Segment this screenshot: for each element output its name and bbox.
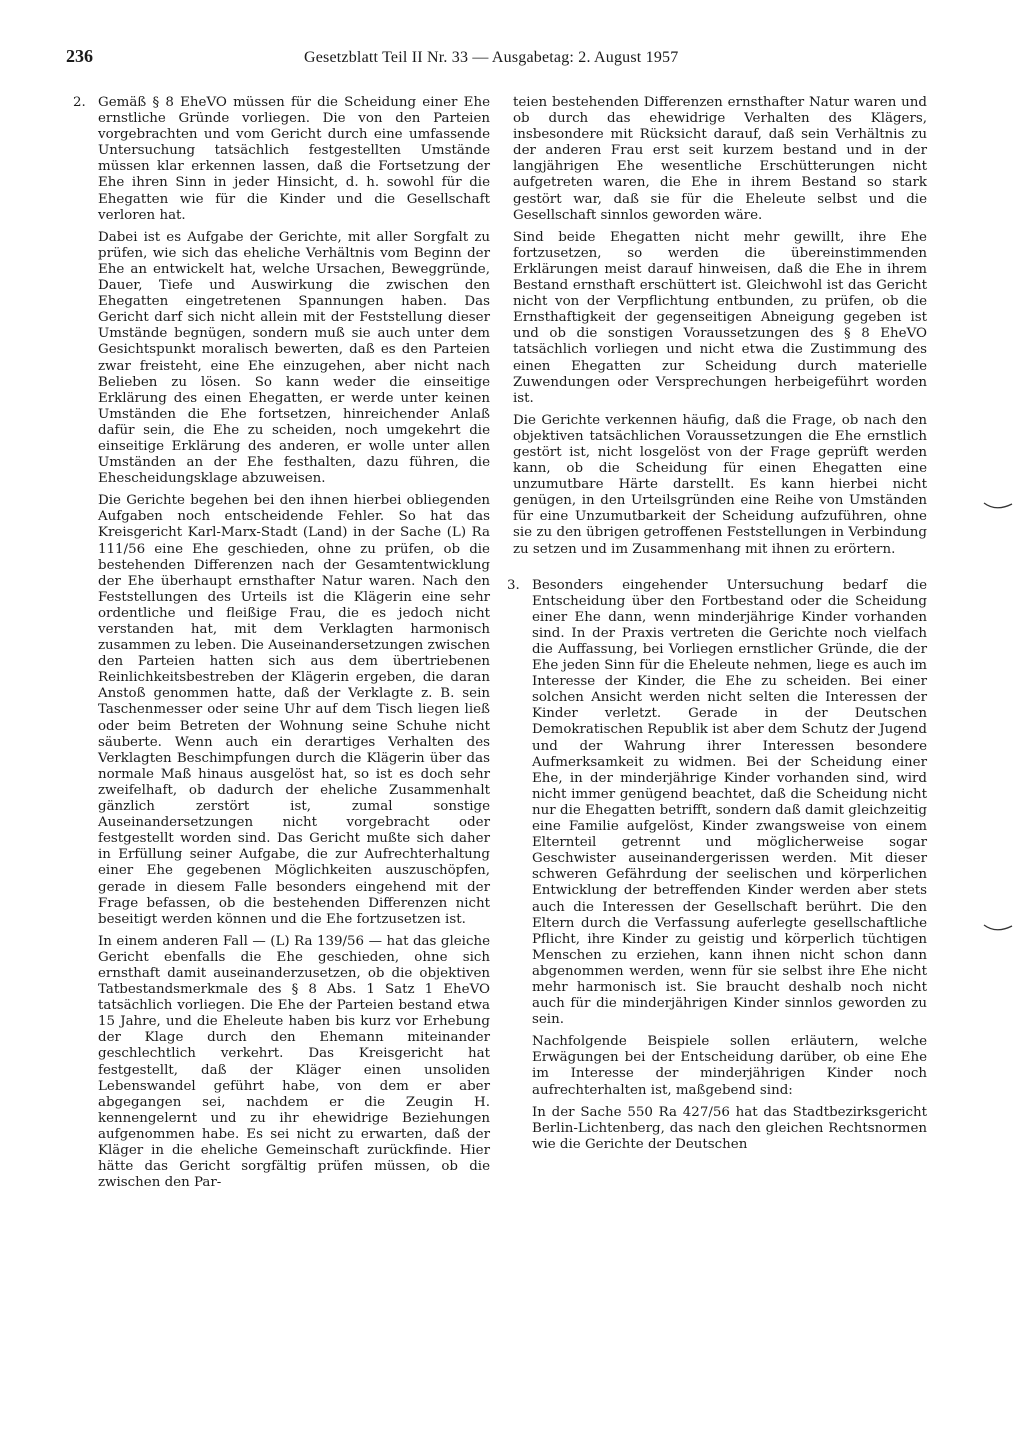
item-number: 3. (507, 577, 520, 593)
paragraph: Besonders eingehender Untersuchung bedarf die Entscheidung über den Fortbestand oder die Scheidung einer Ehe dann, wenn minderjährige Kinder vorhanden sind. In der Praxis vertreten die Gerichte noch vielfach die Auffassung, bei Vorliegen ernstlicher Gründe, die der Ehe jeden Sinn für die Eheleute nehmen, liege es auch im Interesse der Kinder, die Ehe zu scheiden. Bei einer solchen Ansicht werden nicht selten die Interessen der Kinder verletzt. Gerade in der Deutschen Demokratischen Republik ist aber dem Schutz der Jugend und der Wahrung ihrer Interessen besondere Aufmerksamkeit zu widmen. Bei der Scheidung einer Ehe, in der minderjährige Kinder vorhanden sind, wird nicht immer genügend beachtet, daß die Scheidung nicht nur die Ehegatten betrifft, sondern daß damit gleichzeitig eine Familie aufgelöst, Kinder zwangsweise von einem Elternteil getrennt und möglicherweise sogar Geschwister auseinandergerissen werden. Mit dieser schweren Gefährdung der seelischen und körperlichen Entwicklung der betreffenden Kinder werden aber stets auch die Interessen der Gesellschaft berührt. Die den Eltern durch die Verfassung auferlegte gesellschaftliche Pflicht, ihre Kinder zu geistig und körperlich tüchtigen Menschen zu erziehen, kann ihnen nicht schon dann abgenommen werden, wenn für sie selbst ihre Ehe nicht mehr harmonisch ist. Sie braucht deshalb noch nicht auch für die minderjährigen Kinder sinnlos geworden zu sein. (532, 577, 927, 1028)
paragraph: teien bestehenden Differenzen ernsthafter Natur waren und ob durch das ehewidrige Verhalten des Klägers, insbesondere mit Rücksicht darauf, daß sein Verhältnis zu der anderen Frau erst seit kurzem bestand und in der langjährigen Ehe wesentliche Erschütterungen nicht aufgetreten waren, die Ehe in ihrem Bestand so stark gestört war, daß sie für die Eheleute selbst und die Gesellschaft sinnlos geworden wäre. (513, 95, 927, 223)
section-item-3 (507, 577, 927, 1153)
paragraph: Die Gerichte begehen bei den ihnen hierbei obliegenden Aufgaben noch entscheidende Fehler. So hat das Kreisgericht Karl-Marx-Stadt (Land) in der Sache (L) Ra 111/56 eine Ehe geschieden, ohne zu prüfen, ob die bestehenden Differenzen nach der Gesamtentwicklung der Ehe überhaupt ernsthafter Natur waren. Nach den Feststellungen des Urteils ist die Klägerin eine sehr ordentliche und fleißige Frau, die es jedoch nicht verstanden hat, mit dem Verklagten harmonisch zusammen zu leben. Die Auseinandersetzungen zwischen den Parteien hatten sich aus dem übertriebenen Reinlichkeitsbestreben der Klägerin ergeben, die daran Anstoß genommen hatte, daß der Verklagte z. B. sein Taschenmesser oder seine Uhr auf dem Tisch liegen ließ oder beim Betreten der Wohnung seine Schuhe nicht säuberte. Wenn auch ein derartiges Verhalten des Verklagten Beschimpfungen durch die Klägerin über das normale Maß hinaus ausgelöst hat, so ist es doch sehr zweifelhaft, ob dadurch der eheliche Zusammenhalt gänzlich zerstört ist, zumal sonstige Auseinandersetzungen nicht vorgebracht oder festgestellt worden sind. Das Gericht mußte sich daher in Erfüllung seiner Aufgabe, die zur Aufrechterhaltung einer Ehe gegebenen Möglichkeiten auszuschöpfen, gerade in diesem Falle besonders eingehend mit der Frage befassen, ob die bestehenden Differenzen nicht beseitigt werden können und die Ehe fortzusetzen ist. (98, 493, 490, 927)
right-column (507, 95, 927, 1159)
section-item-2 (73, 95, 490, 1191)
paragraph: In einem anderen Fall — (L) Ra 139/56 — hat das gleiche Gericht ebenfalls die Ehe geschieden, ohne sich ernsthaft damit auseinanderzusetzen, ob die objektiven Tatbestandsmerkmale des § 8 Abs. 1 Satz 1 EheVO tatsächlich vorliegen. Die Ehe der Parteien bestand etwa 15 Jahre, und die Eheleute haben bis kurz vor Erhebung der Klage durch den Ehemann miteinander geschlechtlich verkehrt. Das Kreisgericht hat festgestellt, daß der Kläger einen unsoliden Lebenswandel geführt habe, von dem er aber abgegangen sei, nachdem er die Zeugin H. kennengelernt und zu ihr ehewidrige Beziehungen aufgenommen habe. Es sei nicht zu erwarten, daß der Kläger in die eheliche Gemeinschaft zurückfinde. Hier hätte das Gericht sorgfältig prüfen müssen, ob die zwischen den Par- (98, 933, 490, 1191)
running-head: Gesetzblatt Teil II Nr. 33 — Ausgabetag: 2. August 1957 (304, 49, 679, 66)
page-number: 236 (66, 46, 93, 66)
paragraph: In der Sache 550 Ra 427/56 hat das Stadtbezirksgericht Berlin-Lichtenberg, das nach den gleichen Rechtsnormen wie die Gerichte der Deutschen (532, 1104, 927, 1152)
paragraph: Sind beide Ehegatten nicht mehr gewillt, ihre Ehe fortzusetzen, so werden die übereinstimmenden Erklärungen meist darauf hinweisen, daß die Ehe in ihrem Bestand ernsthaft erschüttert ist. Gleichwohl ist das Gericht nicht von der Verpflichtung entbunden, zu prüfen, ob die Ernsthaftigkeit der gegenseitigen Abneigung gegeben ist und ob die sonstigen Voraussetzungen des § 8 EheVO tatsächlich vorliegen und nicht etwa die Zustimmung des einen Ehegatten zur Scheidung durch materielle Zuwendungen oder Versprechungen herbeigeführt worden ist. (513, 229, 927, 406)
page-header (66, 46, 922, 70)
paragraph: Die Gerichte verkennen häufig, daß die Frage, ob nach den objektiven tatsächlichen Voraussetzungen die Ehe ernstlich gestört ist, nicht losgelöst von der Frage geprüft werden kann, ob die Scheidung für einen Ehegatten eine unzumutbare Härte darstellt. Es kann hierbei nicht genügen, in den Urteilsgründen eine Reihe von Umständen für eine Unzumutbarkeit der Scheidung aufzuführen, ohne sie zu den übrigen getroffenen Feststellungen in Verbindung zu setzen und im Zusammenhang mit ihnen zu erörtern. (513, 412, 927, 557)
paragraph: Dabei ist es Aufgabe der Gerichte, mit aller Sorgfalt zu prüfen, wie sich das eheliche Verhältnis vom Beginn der Ehe an entwickelt hat, welche Ursachen, Beweggründe, Dauer, Tiefe und Auswirkung die zwischen den Ehegatten eingetretenen Spannungen haben. Das Gericht darf sich nicht allein mit der Feststellung dieser Umstände begnügen, sondern muß sie auch unter dem Gesichtspunkt moralisch bewerten, daß es den Parteien zwar freisteht, eine Ehe einzugehen, aber nicht nach Belieben zu lösen. So kann weder die einseitige Erklärung des einen Ehegatten, er werde unter keinen Umständen die Ehe fortsetzen, hinreichender Anlaß dafür sein, die Ehe zu scheiden, noch umgekehrt die einseitige Erklärung des anderen, er wolle unter allen Umständen an der Ehe festhalten, dazu führen, die Ehescheidungsklage abzuweisen. (98, 229, 490, 487)
paragraph: Gemäß § 8 EheVO müssen für die Scheidung einer Ehe ernstliche Gründe vorliegen. Die von den Parteien vorgebrachten und vom Gericht durch eine umfassende Untersuchung tatsächlich festgestellten Umstände müssen klar erkennen lassen, daß die Fortsetzung der Ehe ihren Sinn in jeder Hinsicht, d. h. sowohl für die Ehegatten wie für die Kinder und die Gesellschaft verloren hat. (98, 95, 490, 223)
section-spacer (513, 564, 927, 578)
item-number: 2. (73, 95, 86, 110)
paragraph: Nachfolgende Beispiele sollen erläutern, welche Erwägungen bei der Entscheidung darüber, ob eine Ehe im Interesse der minderjährigen Kinder noch aufrechterhalten ist, maßgebend sind: (532, 1034, 927, 1098)
left-column (73, 95, 490, 1197)
margin-check-mark (982, 500, 1014, 512)
margin-check-mark (982, 922, 1014, 934)
